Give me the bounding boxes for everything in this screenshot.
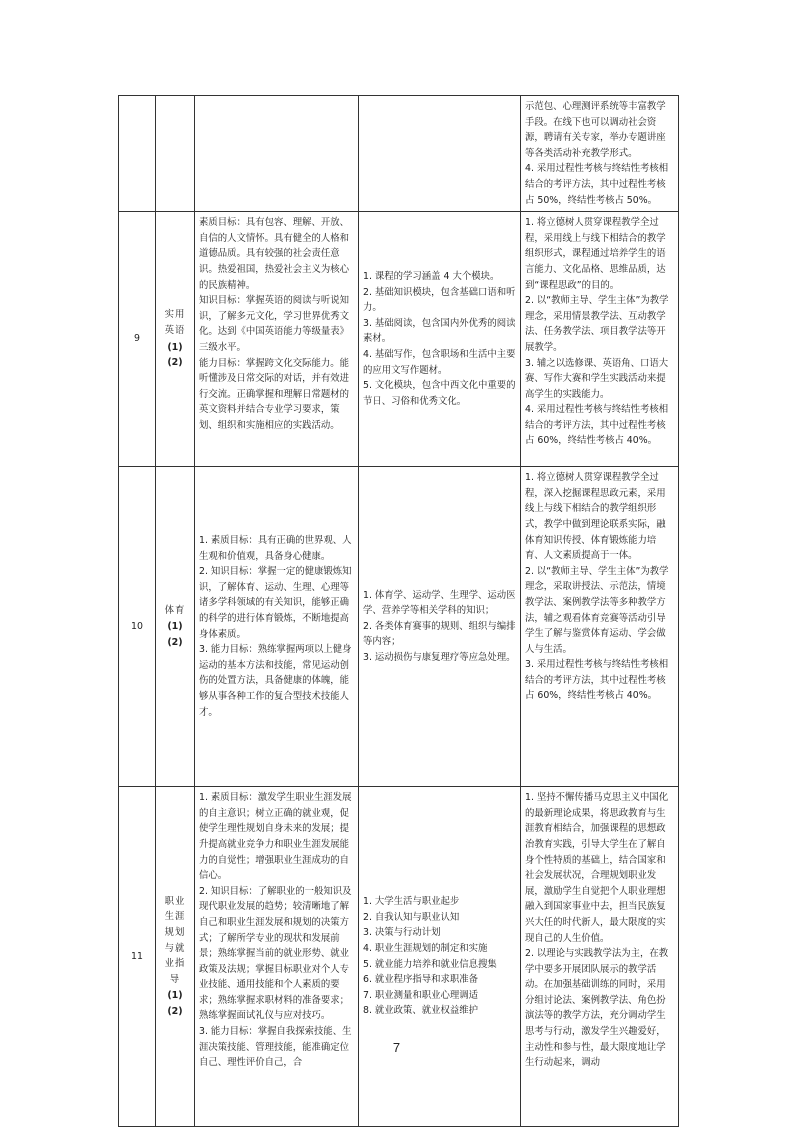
cell-paragraph: 2. 以“教师主导、学生主体”为教学理念，采用情景教学法、互动教学法、任务教学法、项目教学法等开展教学。 [525,295,669,353]
course-goals [195,96,359,212]
course-code: (1)(2) [167,341,183,369]
course-table [118,95,679,1127]
cell-paragraph: 2. 以“教师主导、学生主体”为教学理念，采取讲授法、示范法，情境教学法、案例教学法等多种教学方法，辅之观看体育竞赛等活动引导学生了解与鉴赏体育运动、学会做人与生活。 [525,565,669,655]
course-number [119,96,156,212]
cell-paragraph: 1. 坚持不懈传播马克思主义中国化的最新理论成果，将思政教育与生涯教育相结合，加强课程的思想政治教育实践，引导大学生在了解自身个性特质的基础上，结合国家和社会发展状况，合理规划职业发展，激励学生自觉把个人职业理想融入到国家事业中去，担当民族复兴大任的时代新人，最大限度的实现自己的人生价值。 [525,792,669,944]
course-code: (1)(2) [167,621,183,648]
course-contents [359,787,521,1127]
cell-paragraph: 2. 以理论与实践教学法为主，在教学中要多开展团队展示的教学活动。在加强基础训练的同时，采用分组讨论法、案例教学法、角色扮演法等的教学方法，充分调动学生思考与行动，激发学生兴趣爱好，主动性和参与性，最大限度地让学生行动起来，调动 [525,948,669,1069]
cell-paragraph: 示范包、心理测评系统等丰富教学手段。在线下也可以调动社会资源，聘请有关专家，举办专题讲座等各类活动补充教学形式。 [525,101,666,159]
cell-paragraph: 素质目标：具有包容、理解、开放、自信的人文情怀。具有健全的人格和道德品质。具有较强的社会责任意识。热爱祖国，热爱社会主义为核心的民族精神。 [199,217,350,291]
cell-paragraph: 1. 素质目标：激发学生职业生涯发展的自主意识；树立正确的就业观，促使学生理性规划自身未来的发展；提升提高就业竞争力和职业生涯发展能力的自觉性；增强职业生涯成功的自信心。 [199,792,352,882]
cell-paragraph: 8. 就业政策、就业权益维护 [363,1005,479,1017]
cell-paragraph: 3. 运动损伤与康复理疗等应急处理。 [363,652,516,664]
course-table-body [119,96,679,1127]
cell-paragraph: 1. 将立德树人贯穿课程教学全过程，深入挖掘课程思政元素，采用线上与线下相结合的教学组织形式，教学中做到理论联系实际，融体育知识传授、体育锻炼能力培育、人文素质提高于一体。 [525,472,666,562]
cell-paragraph: 7. 职业测量和职业心理调适 [363,989,479,1001]
course-goals [195,787,359,1127]
cell-paragraph: 5. 就业能力培养和就业信息搜集 [363,958,497,970]
course-requirements [521,787,679,1127]
course-name-cell [156,787,195,1127]
course-requirements [521,212,679,467]
cell-paragraph: 1. 大学生活与职业起步 [363,896,460,908]
cell-paragraph: 2. 知识目标：掌握一定的健康锻炼知识，了解体育、运动、生理、心理等诸多学科领域的有关知识，能够正确的科学的进行体育锻炼，不断地提高身体素质。 [199,566,352,640]
cell-paragraph: 3. 决策与行动计划 [363,927,441,939]
cell-paragraph: 4. 职业生涯规划的制定和实施 [363,943,488,955]
cell-paragraph: 1. 素质目标：具有正确的世界观、人生观和价值观，具备身心健康。 [199,535,352,562]
course-contents [359,96,521,212]
course-name: 体育 [164,604,186,616]
table-row [119,787,679,1127]
cell-paragraph: 1. 课程的学习涵盖 4 大个模块。 [363,270,500,282]
course-code: (1)(2) [167,990,183,1017]
course-name: 职业生涯规划与就业指导 [164,895,186,985]
course-goals [195,212,359,467]
course-requirements [521,96,679,212]
cell-paragraph: 3. 基础阅读，包含国内外优秀的阅读素材。 [363,317,516,345]
course-contents [359,212,521,467]
course-name-cell [156,212,195,467]
cell-paragraph: 4. 基础写作，包含职场和生活中主要的应用文写作题材。 [363,348,516,376]
cell-paragraph: 4. 采用过程性考核与终结性考核相结合的考评方法，其中过程性考核占 50%，终结性考核占 50%。 [525,163,669,206]
course-contents [359,467,521,787]
table-row [119,467,679,787]
course-number: 9 [119,212,156,467]
page-number: 7 [392,1040,401,1055]
cell-paragraph: 3. 能力目标：掌握自我探索技能、生涯决策技能、管理技能，能准确定位自己、理性评价自己，合 [199,1026,352,1069]
table-row [119,96,679,212]
cell-paragraph: 3. 采用过程性考核与终结性考核相结合的考评方法，其中过程性考核占 60%，终结性考核占 40%。 [525,659,669,702]
cell-paragraph: 6. 就业程序指导和求职准备 [363,974,479,986]
cell-paragraph: 3. 能力目标：熟练掌握两项以上健身运动的基本方法和技能，常见运动创伤的处置方法，具备健康的体魄，能够从事各种工作的复合型技术技能人才。 [199,644,352,718]
course-number: 10 [119,467,156,787]
cell-paragraph: 1. 将立德树人贯穿课程教学全过程，采用线上与线下相结合的教学组织形式，课程通过培养学生的语言能力、文化品格、思维品质，达到“课程思政”的目的。 [525,217,666,291]
cell-paragraph: 1. 体育学、运动学、生理学、运动医学、营养学等相关学科的知识； [363,589,516,617]
cell-paragraph: 5. 文化模块，包含中西文化中重要的节日、习俗和优秀文化。 [363,380,516,407]
course-goals [195,467,359,787]
table-row [119,212,679,467]
cell-paragraph: 2. 各类体育赛事的规则、组织与编排等内容； [363,620,516,648]
cell-paragraph: 2. 自我认知与职业认知 [363,911,460,923]
cell-paragraph: 知识目标：掌握英语的阅读与听说知识，了解多元文化，学习世界优秀文化。达到《中国英语能力等级量表》三级水平。 [199,295,350,353]
course-name-cell [156,96,195,212]
course-name: 实用英语 [164,309,186,337]
cell-paragraph: 2. 知识目标：了解职业的一般知识及现代职业发展的趋势；较清晰地了解自己和职业生涯发展和规划的决策方式；了解所学专业的现状和发展前景；熟练掌握当前的就业形势、就业政策及法规；掌握目标职业对个人专业技能、通用技能和个人素质的要求；熟练掌握求职材料的准备要求；熟练掌握面试礼仪与应对技巧。 [199,885,352,1022]
course-name-cell [156,467,195,787]
cell-paragraph: 2. 基础知识模块，包含基础口语和听力。 [363,286,516,314]
course-requirements [521,467,679,787]
cell-paragraph: 4. 采用过程性考核与终结性考核相结合的考评方法，其中过程性考核占 60%，终结性考核占 40%。 [525,404,669,447]
cell-paragraph: 3. 辅之以选修课、英语角、口语大赛、写作大赛和学生实践活动来提高学生的实践能力。 [525,357,669,400]
cell-paragraph: 能力目标：掌握跨文化交际能力。能听懂涉及日常交际的对话，并有效进行交流。正确掌握和理解日常题材的英文资料并结合专业学习要求，策划、组织和实施相应的实践活动。 [199,357,350,431]
course-number: 11 [119,787,156,1127]
